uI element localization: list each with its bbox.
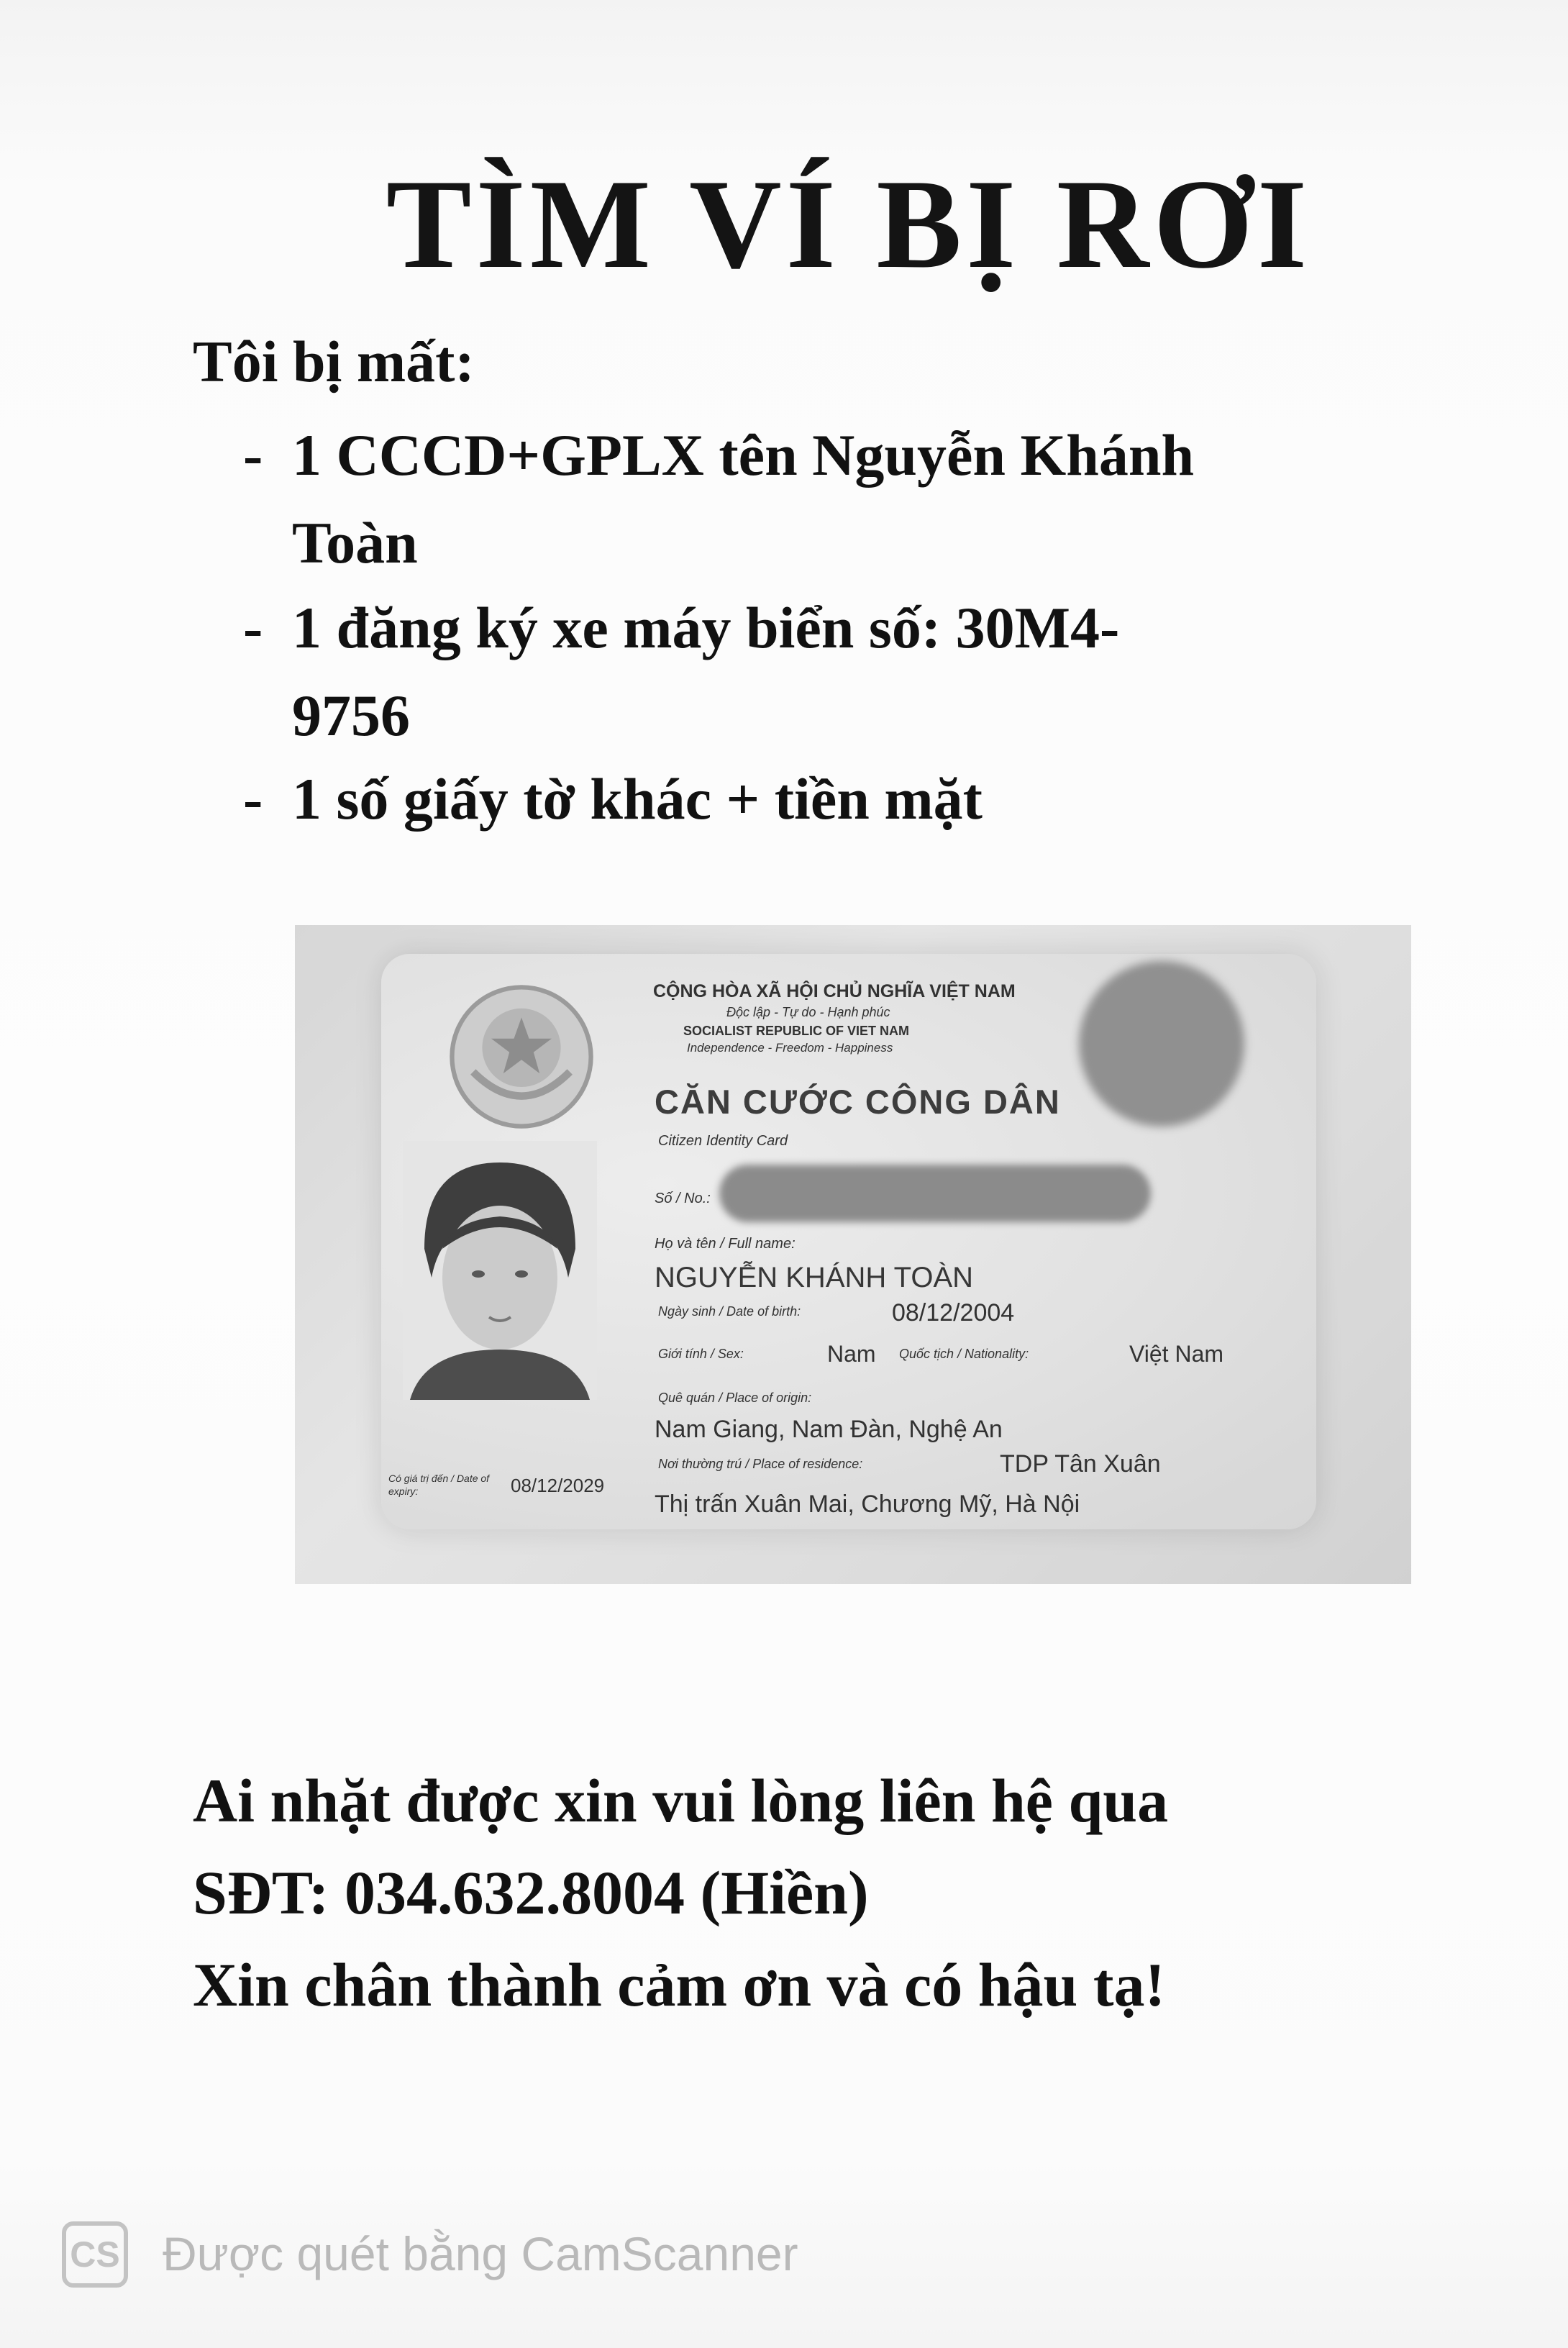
id-full-name: NGUYỄN KHÁNH TOÀN xyxy=(655,1262,974,1293)
lost-items-intro: Tôi bị mất: xyxy=(193,329,475,394)
lost-item-1 xyxy=(0,422,1568,575)
id-origin: Nam Giang, Nam Đàn, Nghệ An xyxy=(655,1416,1003,1443)
camscanner-logo-icon: CS xyxy=(62,2221,128,2288)
id-sex-label: Giới tính / Sex: xyxy=(658,1347,744,1361)
national-emblem-icon xyxy=(446,981,597,1132)
lost-item-1-line-1: 1 CCCD+GPLX tên Nguyễn Khánh xyxy=(292,422,1195,488)
lost-item-2 xyxy=(0,595,1568,748)
lost-item-2-line-2: 9756 xyxy=(292,683,410,748)
id-nationality: Việt Nam xyxy=(1129,1341,1224,1367)
id-nationality-label: Quốc tịch / Nationality: xyxy=(899,1347,1029,1361)
id-dob: 08/12/2004 xyxy=(892,1299,1015,1327)
id-expiry: 08/12/2029 xyxy=(511,1475,605,1496)
id-header-2: Độc lập - Tự do - Hạnh phúc xyxy=(726,1005,890,1019)
lost-item-1-line-2: Toàn xyxy=(292,510,418,575)
id-sex: Nam xyxy=(827,1341,876,1367)
id-residence-2: Thị trấn Xuân Mai, Chương Mỹ, Hà Nội xyxy=(655,1491,1080,1518)
id-name-label: Họ và tên / Full name: xyxy=(655,1236,796,1252)
list-dash: - xyxy=(243,595,263,660)
id-residence-1: TDP Tân Xuân xyxy=(1000,1450,1161,1478)
camscanner-text: Được quét bằng CamScanner xyxy=(163,2227,798,2280)
lost-item-2-line-1: 1 đăng ký xe máy biển số: 30M4- xyxy=(292,595,1120,660)
id-number-label: Số / No.: xyxy=(655,1191,711,1206)
id-origin-label: Quê quán / Place of origin: xyxy=(658,1391,812,1405)
list-dash: - xyxy=(243,422,263,488)
poster-title: TÌM VÍ BỊ RƠI xyxy=(386,153,1312,295)
id-expiry-label: Có giá trị đến / Date of expiry: xyxy=(388,1473,490,1498)
closing-line-1: Ai nhặt được xin vui lòng liên hệ qua xyxy=(193,1766,1169,1835)
portrait-photo xyxy=(403,1141,597,1400)
contact-phone-line: SĐT: 034.632.8004 (Hiền) xyxy=(193,1858,869,1927)
id-card-subtitle: Citizen Identity Card xyxy=(658,1133,788,1149)
closing-line-3: Xin chân thành cảm ơn và có hậu tạ! xyxy=(193,1950,1166,2019)
redacted-area xyxy=(1079,961,1244,1127)
list-dash: - xyxy=(243,766,263,832)
lost-item-3 xyxy=(0,766,1568,842)
id-card-title: CĂN CƯỚC CÔNG DÂN xyxy=(655,1083,1061,1121)
redacted-number xyxy=(719,1165,1151,1222)
id-header-1: CỘNG HÒA XÃ HỘI CHỦ NGHĨA VIỆT NAM xyxy=(653,981,1016,1001)
lost-item-3-line-1: 1 số giấy tờ khác + tiền mặt xyxy=(292,766,983,832)
id-residence-label: Nơi thường trú / Place of residence: xyxy=(658,1457,863,1471)
id-card-photo xyxy=(295,925,1411,1584)
id-header-4: Independence - Freedom - Happiness xyxy=(687,1041,893,1055)
id-dob-label: Ngày sinh / Date of birth: xyxy=(658,1304,801,1319)
id-header-3: SOCIALIST REPUBLIC OF VIET NAM xyxy=(683,1024,910,1038)
